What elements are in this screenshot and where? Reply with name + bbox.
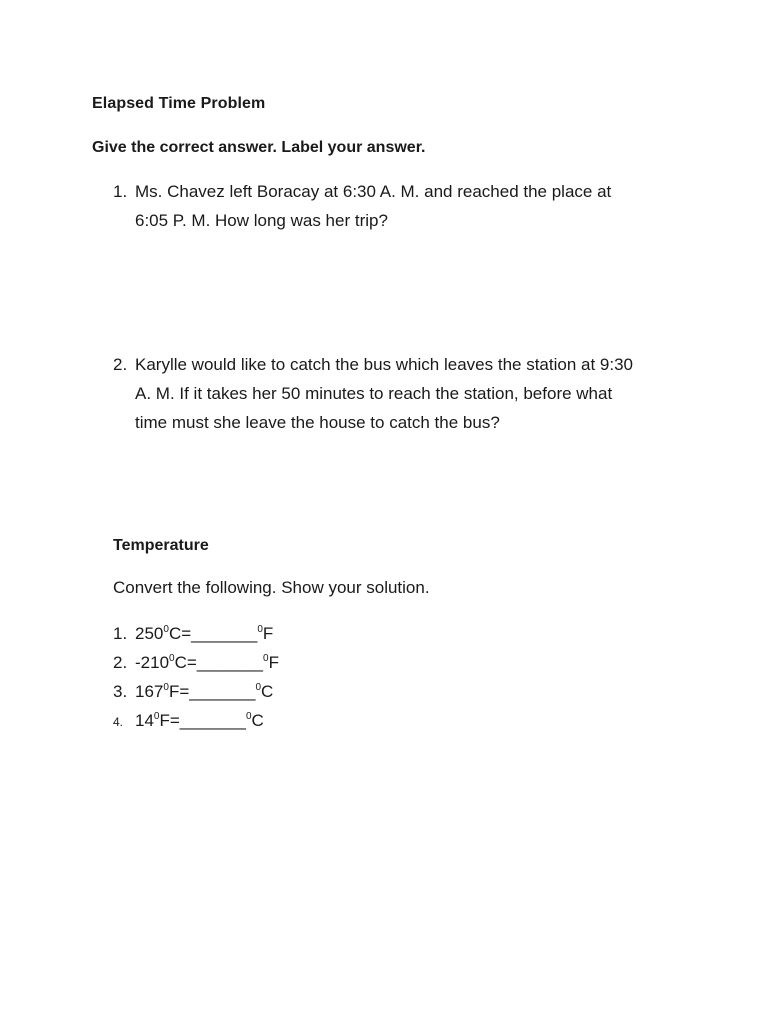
problem-line: A. M. If it takes her 50 minutes to reach the station, before what <box>135 384 613 403</box>
degree-mark: 0 <box>245 711 252 722</box>
conversion-to-unit: C <box>251 711 264 730</box>
answer-blank: _______ <box>179 711 246 730</box>
answer-blank: _______ <box>189 682 256 701</box>
worksheet-title: Elapsed Time Problem <box>92 95 266 112</box>
degree-mark: 0 <box>153 711 160 722</box>
conversion-from-unit: C= <box>168 624 192 643</box>
conversion-value: 167 <box>135 682 164 701</box>
answer-blank: _______ <box>196 653 263 672</box>
conversion-number: 4. <box>113 715 124 729</box>
problem-line: Ms. Chavez left Boracay at 6:30 A. M. and reached the place at <box>135 182 612 201</box>
degree-mark: 0 <box>169 653 175 664</box>
problem-item <box>113 177 673 235</box>
conversion-to-unit: F <box>268 653 279 672</box>
conversion-value: -210 <box>135 653 170 672</box>
conversion-from-unit: C= <box>174 653 197 672</box>
degree-mark: 0 <box>263 653 269 664</box>
conversion-item <box>113 677 279 706</box>
degree-mark: 0 <box>257 624 263 635</box>
degree-mark: 0 <box>163 682 169 693</box>
conversion-item <box>113 619 279 648</box>
conversion-item <box>113 648 279 677</box>
instructions-text: Give the correct answer. Label your answer. <box>92 139 426 156</box>
conversion-number: 1. <box>113 624 128 643</box>
conversion-to-unit: F <box>262 624 274 643</box>
problem-line: 6:05 P. M. How long was her trip? <box>135 211 388 230</box>
conversion-number: 3. <box>113 682 128 701</box>
answer-blank: _______ <box>191 624 258 643</box>
conversion-number: 2. <box>113 653 128 672</box>
degree-mark: 0 <box>163 624 169 635</box>
degree-mark: 0 <box>255 682 261 693</box>
temperature-heading: Temperature <box>113 537 209 554</box>
conversion-to-unit: C <box>261 682 274 701</box>
conversion-value: 250 <box>135 624 164 643</box>
problem-number: 1. <box>113 182 128 201</box>
temperature-instructions: Convert the following. Show your solution. <box>113 578 430 597</box>
problem-line: time must she leave the house to catch the bus? <box>135 413 500 432</box>
conversion-list <box>113 619 279 735</box>
problem-number: 2. <box>113 355 128 374</box>
problem-item <box>113 350 673 437</box>
conversion-value: 14 <box>135 711 154 730</box>
problem-line: Karylle would like to catch the bus which leaves the station at 9:30 <box>135 355 634 374</box>
conversion-item <box>113 706 279 735</box>
conversion-from-unit: F= <box>168 682 190 701</box>
conversion-from-unit: F= <box>159 711 180 730</box>
